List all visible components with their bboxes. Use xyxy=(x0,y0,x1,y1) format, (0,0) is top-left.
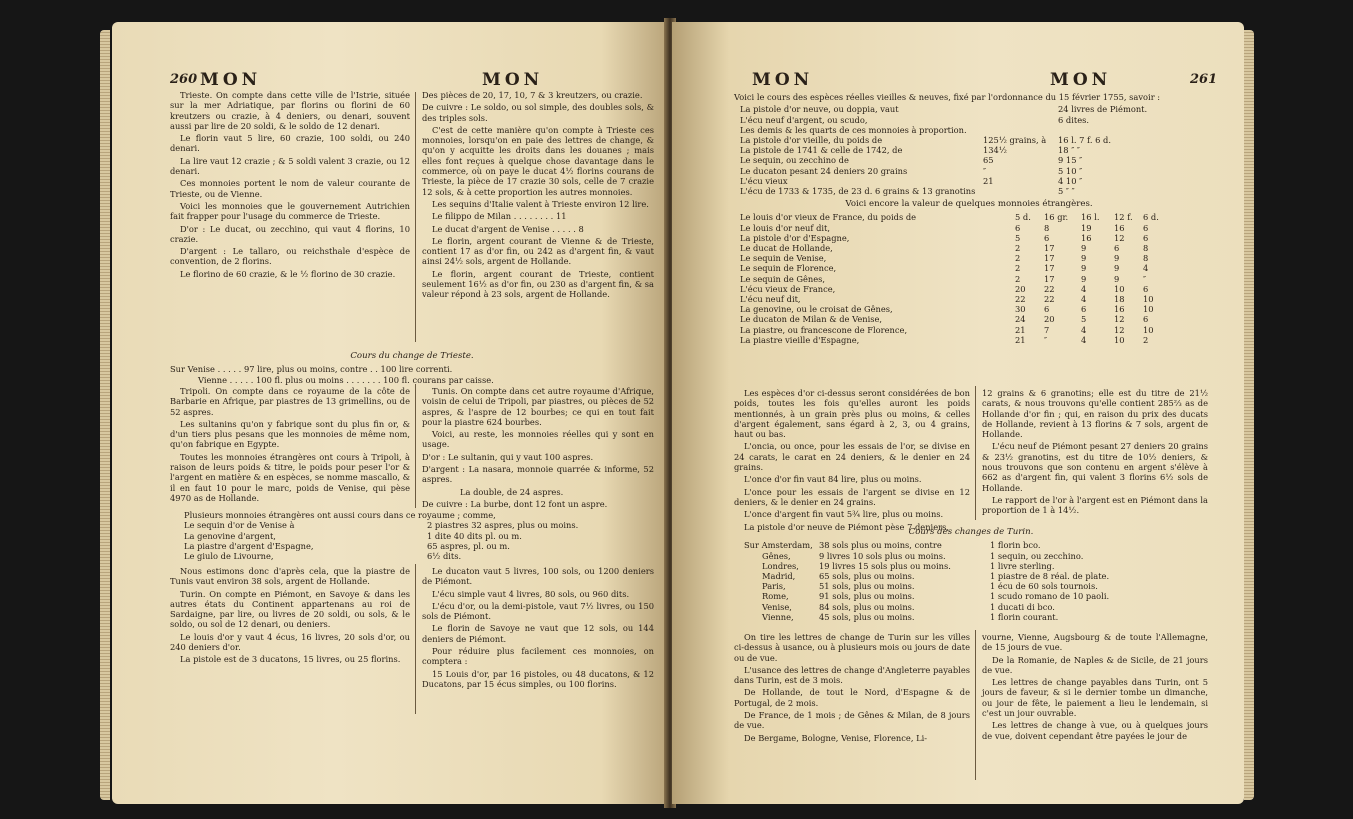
paragraph: vourne, Vienne, Augsbourg & de toute l'Allemagne, de 15 jours de vue. xyxy=(982,632,1208,653)
paragraph: Des pièces de 20, 17, 10, 7 & 3 kreutzers, ou crazie. xyxy=(422,90,643,100)
table-row: Le louis d'or vieux de France, du poids de 5 d. 16 gr. 16 l. 12 f. 6 d. xyxy=(740,212,1159,223)
paragraph: Les lettres de change payables dans Turin, ont 5 jours de faveur, & si le dernier tombe un dimanche, ou jour de fête, le paiement a lieu le lendemain, si c'est un jour ouvrable. xyxy=(982,677,1208,719)
paragraph: Le florin vaut 5 lire, 60 crazie, 100 soldi, ou 240 denari. xyxy=(170,133,410,154)
paragraph: Les espèces d'or ci-dessus seront considérées de bon poids, toutes les fois qu'elles auront les poids mentionnés, à un grain près plus ou moins, & celles d'argent également, sans égard à 2, 3, ou 4 grains, haut ou bas. xyxy=(734,388,970,440)
paragraph: De la Romanie, de Naples & de Sicile, de 21 jours de vue. xyxy=(982,654,1208,675)
assay-column xyxy=(734,388,970,534)
table-row: Le sequin, ou zecchino de 65 9 15 ″ xyxy=(740,155,1083,166)
paragraph: Turin. On compte en Piémont, en Savoye & dans les autres états du Continent appartenans au roi de Sardaigne, par lire, ou livres de 20 soldi, ou sols, & le soldo, ou sol de 12 denari, ou deniers. xyxy=(170,588,410,630)
turin-column xyxy=(170,566,410,667)
section-title: Cours des changes de Turin. xyxy=(908,527,1034,537)
tunis-column xyxy=(422,386,654,511)
table-row: La pistole d'or d'Espagne, 5 6 16 12 6 xyxy=(740,232,1149,243)
paragraph: La pistole est de 3 ducatons, 15 livres, ou 25 florins. xyxy=(180,654,401,665)
section-intro: Voici le cours des espèces réelles vieilles & neuves, fixé par l'ordonnance du 15 février 1755, savoir : xyxy=(734,92,1161,102)
turin-exchange-table xyxy=(744,540,1112,622)
table-row: Les demis & les quarts de ces monnoies à proportion. xyxy=(740,124,967,135)
paragraph: Ces monnoies portent le nom de valeur courante de Trieste, ou de Vienne. xyxy=(170,178,410,199)
paragraph: De France, de 1 mois ; de Gênes & Milan, de 8 jours de vue. xyxy=(734,710,970,731)
paragraph: Toutes les monnoies étrangères ont cours à Tripoli, à raison de leurs poids & titre, le poids pour peser l'or & l'argent en matière & en espèces, se nomme mascallo, & il en faut 10 pour le marc, poids de Venise, qui pèse 4970 as de Hollande. xyxy=(170,451,410,503)
table-row: Le ducaton de Milan & de Venise, 24 20 5 12 6 xyxy=(740,314,1149,325)
table-row: La pistole d'or vieille, du poids de 125½ grains, à 16 l. 7 f. 6 d. xyxy=(740,134,1111,145)
running-head: MON xyxy=(200,70,262,90)
paragraph: La pistole d'or neuve de Piémont pèse 7 deniers, xyxy=(744,521,949,532)
foreign-coins-block xyxy=(170,510,654,561)
table-row: Le louis d'or neuf dit, 6 8 19 16 6 xyxy=(740,222,1149,233)
running-head: MON xyxy=(1050,70,1112,90)
table-row: La pistole d'or neuve, ou doppia, vaut 24 livres de Piémont. xyxy=(740,104,1148,115)
exchange-line: Vienne . . . . . 100 fl. plus ou moins . . . . . . . 100 fl. courans par caisse. xyxy=(198,374,494,385)
table-row: La piastre d'argent d'Espagne, 65 aspres, pl. ou m. xyxy=(184,540,510,551)
paragraph: C'est de cette manière qu'on compte à Trieste ces monnoies, lorsqu'on en paie des lettres de change, & qu'on y acquitte les droits dans les douanes ; mais elles font reçues à quelque chose davantage dans le commerce, où on paye le ducat 4½ florins courans de Trieste, la pièce de 17 crazie 30 sols, celle de 7 crazie 12 sols, & à cette proportion les autres monnoies. xyxy=(422,124,654,197)
paragraph: D'argent : Le tallaro, ou reichsthale d'espèce de convention, de 2 florins. xyxy=(170,246,410,267)
table-row: Le ducaton pesant 24 deniers 20 grains ″ 5 10 ″ xyxy=(740,165,1083,176)
tripoli-column xyxy=(170,386,410,505)
table-row: La pistole de 1741 & celle de 1742, de 134½ 18 ″ ″ xyxy=(740,145,1081,156)
section-intro: Plusieurs monnoies étrangères ont aussi cours dans ce royaume ; comme, xyxy=(184,510,496,520)
column-rule xyxy=(415,384,416,508)
turin-exchange-block xyxy=(734,521,1208,622)
trieste-column-2 xyxy=(422,90,654,302)
paragraph: De Hollande, de tout le Nord, d'Espagne & de Portugal, de 2 mois. xyxy=(734,687,970,708)
table-row: Londres, 19 livres 15 sols plus ou moins. 1 livre sterling. xyxy=(762,560,1055,571)
paragraph: Le louis d'or y vaut 4 écus, 16 livres, 20 sols d'or, ou 240 deniers d'or. xyxy=(170,631,410,653)
page-number: 260 xyxy=(170,72,198,87)
paragraph: De Bergame, Bologne, Venise, Florence, Li- xyxy=(744,732,928,743)
turin-column-2 xyxy=(422,566,654,691)
running-head: MON xyxy=(752,70,814,90)
book-page-edges-left xyxy=(100,30,110,800)
paragraph: Nous estimons donc d'après cela, que la piastre de Tunis vaut environ 38 sols, argent de Hollande. xyxy=(170,566,410,587)
column-rule xyxy=(415,564,416,714)
paragraph: Le filippo de Milan . . . . . . . . 11 xyxy=(432,211,567,222)
table-row: Le giulo de Livourne, 6½ dits. xyxy=(184,550,462,561)
paragraph: Voici, au reste, les monnoies réelles qui y sont en usage. xyxy=(422,429,654,450)
paragraph: D'argent : La nasara, monnoie quarrée & informe, 52 aspres. xyxy=(422,464,654,485)
paragraph: De cuivre : Le soldo, ou sol simple, des doubles sols, & des triples sols. xyxy=(422,102,654,123)
table-row: L'écu de 1733 & 1735, de 23 d. 6 grains & 13 granotins 5 ″ ″ xyxy=(740,185,1075,196)
paragraph: L'usance des lettres de change d'Angleterre payables dans Turin, est de 3 mois. xyxy=(734,664,970,686)
paragraph: L'once d'argent fin vaut 5¾ lire, plus ou moins. xyxy=(744,509,944,520)
turin-coin-section xyxy=(734,92,1204,345)
table-row: La genovine d'argent, 1 dite 40 dits pl. ou m. xyxy=(184,530,522,541)
table-row: Le sequin de Florence, 2 17 9 9 4 xyxy=(740,263,1149,274)
paragraph: Tripoli. On compte dans ce royaume de la côte de Barbarie en Afrique, par piastres de 13 grimellins, ou de 52 aspres. xyxy=(170,386,410,417)
paragraph: De cuivre : La burbe, dont 12 font un aspre. xyxy=(422,498,608,509)
usance-column xyxy=(734,632,970,745)
paragraph: Le rapport de l'or à l'argent est en Piémont dans la proportion de 1 à 14½. xyxy=(982,494,1208,516)
paragraph: L'écu neuf de Piémont pesant 27 deniers 20 grains & 23½ granotins, est du titre de 10½ deniers, & nous trouvons que son contenu en argent s'élève à 662 as d'argent fin, qui valent 3 florins 6½ sols de Hollande. xyxy=(982,441,1208,493)
exchange-line: Sur Venise . . . . . 97 lire, plus ou moins, contre . . 100 lire correnti. xyxy=(170,364,453,375)
trieste-column xyxy=(170,90,410,281)
column-rule xyxy=(415,92,416,342)
paragraph: L'once d'or fin vaut 84 lire, plus ou moins. xyxy=(744,474,922,485)
paragraph: Le florin, argent courant de Vienne & de Trieste, contient 17 as d'or fin, ou 242 as d'argent fin, & vaut ainsi 24½ sols, argent de Hollande. xyxy=(422,235,654,267)
table-row: Vienne, 45 sols, plus ou moins. 1 florin courant. xyxy=(762,611,1059,622)
paragraph: Tunis. On compte dans cet autre royaume d'Afrique, voisin de celui de Tripoli, par piastres, ou pièces de 52 aspres, & l'aspre de 12 bourbes; ce qui en tout fait pour la piastre 624 bourbes. xyxy=(422,386,654,427)
foreign-coins-table xyxy=(184,520,581,561)
paragraph: Le florin, argent courant de Trieste, contient seulement 16½ as d'or fin, ou 230 as d'argent fin, & sa valeur répond à 23 sols, argent de Hollande. xyxy=(422,268,654,300)
left-page xyxy=(112,22,668,804)
paragraph: L'once pour les essais de l'argent se divise en 12 deniers, & le denier en 24 grains. xyxy=(734,486,970,507)
paragraph: 15 Louis d'or, par 16 pistoles, ou 48 ducatons, & 12 Ducatons, par 15 écus simples, ou 100 florins. xyxy=(422,668,654,689)
table-row: Le sequin d'or de Venise à 2 piastres 32 aspres, plus ou moins. xyxy=(184,520,579,531)
paragraph: L'oncia, ou once, pour les essais de l'or, se divise en 24 carats, le carat en 24 deniers, & le denier en 24 grains. xyxy=(734,441,970,473)
paragraph: Voici les monnoies que le gouvernement Autrichien fait frapper pour l'usage du commerce de Trieste. xyxy=(170,200,410,222)
paragraph: L'écu simple vaut 4 livres, 80 sols, ou 960 dits. xyxy=(432,588,630,599)
section-title: Voici encore la valeur de quelques monnoies étrangères. xyxy=(845,199,1093,210)
paragraph: Les sequins d'Italie valent à Trieste environ 12 lire. xyxy=(432,198,649,209)
paragraph: L'écu d'or, ou la demi-pistole, vaut 7½ livres, ou 150 sols de Piémont. xyxy=(422,600,654,622)
paragraph: La lire vaut 12 crazie ; & 5 soldi valent 3 crazie, ou 12 denari. xyxy=(170,155,410,177)
paragraph: Le florin de Savoye ne vaut que 12 sols, ou 144 deniers de Piémont. xyxy=(422,623,654,644)
table-row: Paris, 51 sols, plus ou moins. 1 écu de 60 sols tournois. xyxy=(762,581,1098,592)
table-row: Le sequin de Venise, 2 17 9 9 8 xyxy=(740,253,1149,264)
foreign-coins-value-table xyxy=(740,212,1162,345)
table-row: Venise, 84 sols, plus ou moins. 1 ducati di bco. xyxy=(762,601,1055,612)
table-row: L'écu neuf d'argent, ou scudo, 6 dites. xyxy=(740,114,1090,125)
paragraph: Le florino de 60 crazie, & le ½ florino de 30 crazie. xyxy=(180,268,396,279)
table-row: Sur Amsterdam, 38 sols plus ou moins, contre 1 florin bco. xyxy=(744,540,1041,551)
table-row: L'écu vieux 21 4 10 ″ xyxy=(740,175,1083,186)
usance-column-2 xyxy=(982,632,1208,743)
turin-coins-table xyxy=(740,104,1150,196)
paragraph: Les sultanins qu'on y fabrique sont du plus fin or, & d'un tiers plus pesans que les monnoies de même nom, qu'on fabrique en Egypte. xyxy=(170,418,410,450)
paragraph: Pour réduire plus facilement ces monnoies, on comptera : xyxy=(422,646,654,667)
table-row: La piastre vieille d'Espagne, 21 ″ 4 10 2 xyxy=(740,334,1149,345)
paragraph: D'or : Le sultanin, qui y vaut 100 aspres. xyxy=(422,451,594,462)
paragraph: 12 grains & 6 granotins; elle est du titre de 21½ carats, & nous trouvons qu'elle contient 285⅔ as de Hollande d'or fin ; qui, en raison du prix des ducats de Hollande, revient à 13 florins & 7 sols, argent de Hollande. xyxy=(982,388,1208,440)
running-head: MON xyxy=(482,70,544,90)
right-page xyxy=(672,22,1244,804)
table-row: La genovine, ou le croisat de Gênes, 30 6 6 16 10 xyxy=(740,304,1154,315)
paragraph: Le ducaton vaut 5 livres, 100 sols, ou 1200 deniers de Piémont. xyxy=(422,566,654,587)
section-title: Cours du change de Trieste. xyxy=(350,351,474,361)
paragraph: Le ducat d'argent de Venise . . . . . 8 xyxy=(432,223,584,234)
paragraph: Les lettres de change à vue, ou à quelques jours de vue, doivent cependant être payées le jour de xyxy=(982,720,1208,741)
paragraph: D'or : Le ducat, ou zecchino, qui vaut 4 florins, 10 crazie. xyxy=(170,223,410,244)
paragraph: On tire les lettres de change de Turin sur les villes ci-dessus à usance, ou à plusieurs mois ou jours de date ou de vue. xyxy=(734,632,970,663)
table-row: La piastre, ou francescone de Florence, 21 7 4 12 10 xyxy=(740,324,1154,335)
table-row: Gênes, 9 livres 10 sols plus ou moins. 1 sequin, ou zecchino. xyxy=(762,550,1084,561)
table-row: Rome, 91 sols, plus ou moins. 1 scudo romano de 10 paoli. xyxy=(762,591,1110,602)
table-row: L'écu neuf dit, 22 22 4 18 10 xyxy=(740,294,1154,305)
table-row: Le sequin de Gênes, 2 17 9 9 ″ xyxy=(740,273,1147,284)
column-rule xyxy=(975,630,976,780)
paragraph: La double, de 24 aspres. xyxy=(460,486,564,497)
page-number: 261 xyxy=(1190,72,1218,87)
table-row: L'écu vieux de France, 20 22 4 10 6 xyxy=(740,283,1149,294)
paragraph: Trieste. On compte dans cette ville de l'Istrie, située sur la mer Adriatique, par florins ou florini de 60 kreutzers ou crazie, à 4 deniers, ou denari, souvent aussi par lire de 20 soldi, & le soldo de 12 denari. xyxy=(170,90,410,131)
trieste-change-block xyxy=(170,348,654,385)
table-row: Madrid, 65 sols, plus ou moins. 1 piastre de 8 réal. de plate. xyxy=(762,570,1110,581)
book-page-edges-right xyxy=(1244,30,1254,800)
table-row: Le ducat de Hollande, 2 17 9 6 8 xyxy=(740,243,1149,254)
assay-column-2 xyxy=(982,388,1208,518)
column-rule xyxy=(975,386,976,520)
